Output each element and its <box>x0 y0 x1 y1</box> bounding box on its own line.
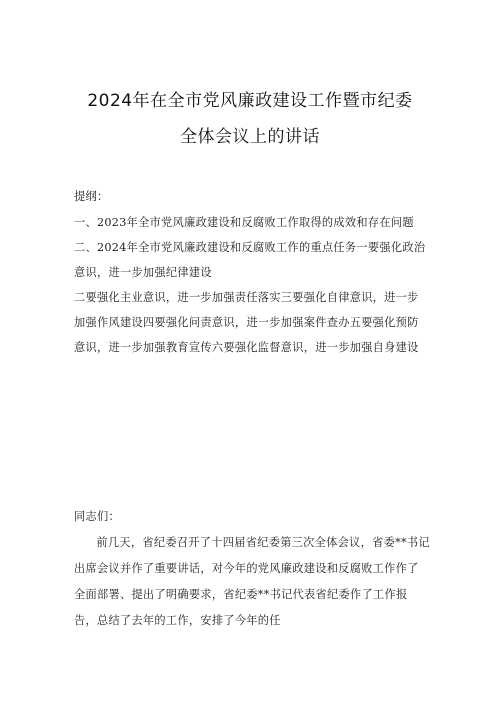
salutation-text: 同志们： <box>74 510 120 523</box>
salutation <box>74 504 430 530</box>
body-paragraph <box>74 530 430 634</box>
paragraph-text: 前几天，省纪委召开了十四届省纪委第三次全体会议，省委**书记出席会议并作了重要讲话，对今年的党风廉政建设和反腐败工作作了全面部署、提出了明确要求，省纪委**书记代表省纪委作了工作报告，总结了去年的工作，安排了今年的任 <box>74 536 430 627</box>
outline-item-3: 二要强化主业意识，进一步加强责任落实三要强化自律意识，进一步加强作风建设四要强化问责意识，进一步加强案件查办五要强化预防意识，进一步加强教育宣传六要强化监督意识，进一步加强自身建设 <box>74 291 419 354</box>
outline-label <box>74 184 430 209</box>
outline-item-1: 一、2023年全市党风廉政建设和反腐败工作取得的成效和存在问题 <box>74 216 414 229</box>
outline-heading: 提纲： <box>74 190 109 203</box>
document-title-line-2: 全体会议上的讲话 <box>180 127 320 147</box>
document-title-line-1: 2024年在全市党风廉政建设工作暨市纪委 <box>87 91 413 111</box>
outline-item-2: 二、2024年全市党风廉政建设和反腐败工作的重点任务一要强化政治意识，进一步加强纪律建设 <box>74 241 426 279</box>
outline-list <box>74 210 430 360</box>
